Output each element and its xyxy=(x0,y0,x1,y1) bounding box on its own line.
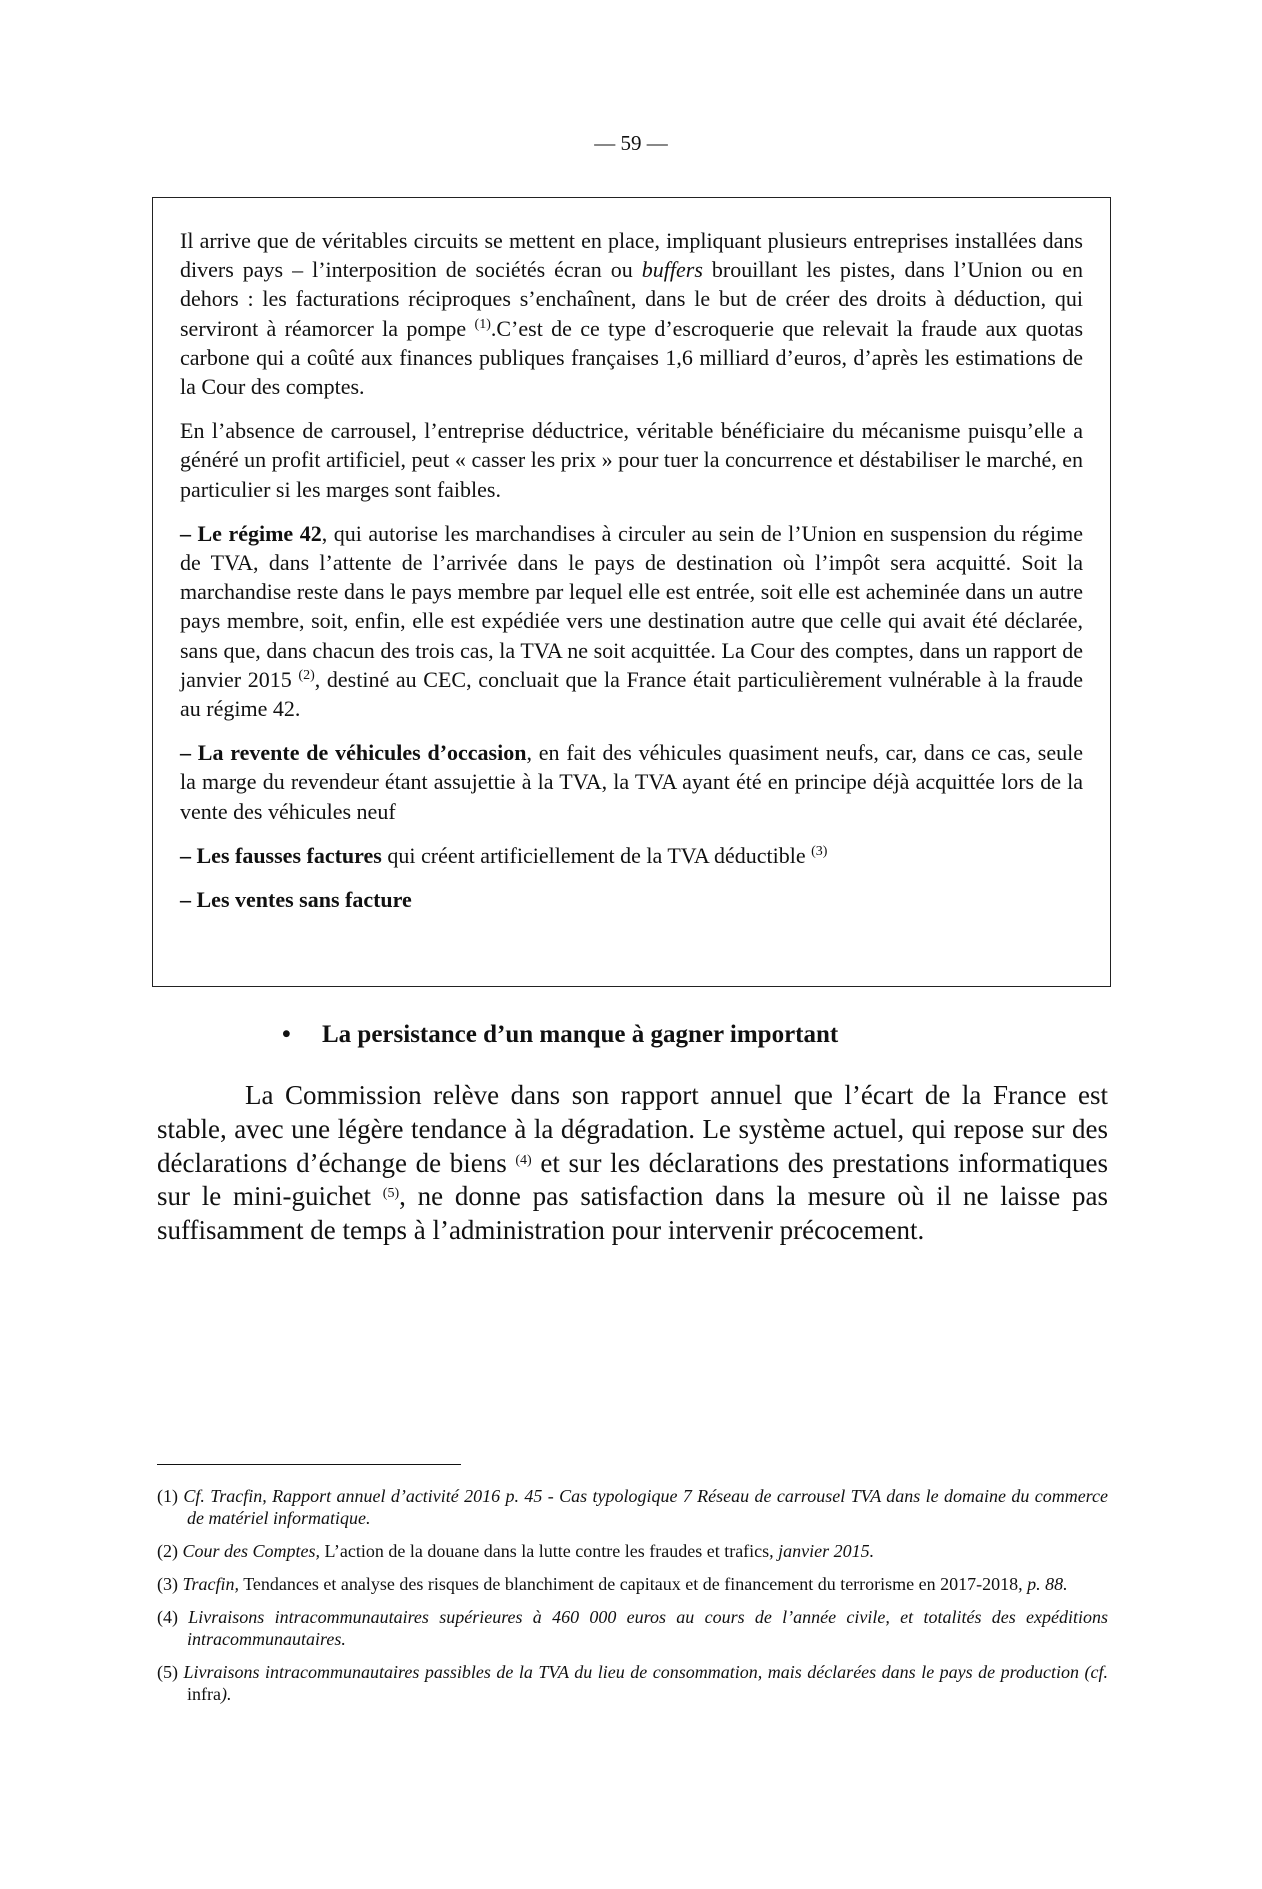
footnote-ref: (3) xyxy=(811,843,828,859)
footnote-text: , p. 88. xyxy=(1018,1574,1068,1594)
text-run: et sur les déclarations des prestations informatiques sur le mini-guichet xyxy=(157,1147,1109,1212)
footnote-2 xyxy=(157,1540,1108,1562)
footnote-text: Tracfin, xyxy=(182,1574,240,1594)
text-run: , en fait des véhicules quasiment neufs, car, dans ce cas, seule la marge du revendeur étant assujettie à la TVA, la TVA ayant été en principe déjà acquittée lors de la vente des véhicules neuf xyxy=(180,740,1083,824)
footnote-text: infra xyxy=(187,1684,221,1704)
italic-term: buffers xyxy=(641,257,703,283)
footnote-text: Cour des Comptes, xyxy=(182,1541,321,1561)
footnote-4 xyxy=(157,1606,1108,1650)
bold-lead: – La revente de véhicules d’occasion xyxy=(180,740,527,766)
bold-lead: – Le régime 42 xyxy=(180,520,322,546)
text-run: , destiné au CEC, concluait que la France était particulièrement vulnérable à la fraude au régime 42. xyxy=(180,666,1083,722)
text-run: brouillant les pistes, dans l’Union ou en dehors : les facturations réciproques s’enchaînent, dans le but de créer des droits à déduction, qui serviront à réamorcer la pompe xyxy=(180,257,1083,341)
box-paragraph-2: En l’absence de carrousel, l’entreprise déductrice, véritable bénéficiaire du mécanisme puisqu’elle a généré un profit artificiel, peut « casser les prix » pour tuer la concurrence et déstabiliser le marché, en particulier si les marges sont faibles. xyxy=(180,418,1083,502)
box-paragraph-5 xyxy=(180,841,1083,870)
page-number: — 59 — xyxy=(594,131,668,155)
footnote-ref: (1) xyxy=(474,316,491,332)
footnote-text: , janvier 2015. xyxy=(769,1541,875,1561)
box-paragraph-1 xyxy=(180,226,1083,401)
boxed-text xyxy=(152,197,1111,987)
body-paragraph xyxy=(157,1079,1108,1248)
footnote-number: (5) xyxy=(157,1662,184,1682)
text-run: , ne donne pas satisfaction dans la mesure où il ne laisse pas suffisamment de temps à l’administration pour intervenir précocement. xyxy=(157,1181,1108,1246)
footnote-number: (1) xyxy=(157,1486,184,1506)
bold-lead: – Les fausses factures xyxy=(180,842,382,868)
text-run: qui créent artificiellement de la TVA déductible xyxy=(381,842,812,868)
bullet-icon: • xyxy=(282,1021,291,1048)
footnote-ref: (4) xyxy=(515,1152,532,1168)
heading-text: La persistance d’un manque à gagner important xyxy=(322,1021,839,1048)
footnote-text: Livraisons intracommunautaires passibles de la TVA du lieu de consommation, mais déclarées dans le pays de production (cf. xyxy=(183,1662,1108,1682)
footnote-text: Cf. Tracfin, Rapport annuel d’activité 2016 p. 45 - Cas typologique 7 Réseau de carrousel TVA dans le domaine du commerce de matériel informatique. xyxy=(183,1486,1108,1528)
footnote-number: (4) xyxy=(157,1607,189,1627)
footnote-5 xyxy=(157,1661,1108,1705)
footnote-number: (2) xyxy=(157,1541,183,1561)
text-run: La Commission relève dans son rapport annuel que l’écart de la France est stable, avec une légère tendance à la dégradation. Le système actuel, qui repose sur des déclarations d’échange de biens xyxy=(157,1080,1108,1178)
box-paragraph-6 xyxy=(180,885,1083,914)
box-paragraph-4 xyxy=(180,738,1083,826)
footnote-ref: (2) xyxy=(298,667,315,683)
text-run: , qui autorise les marchandises à circuler au sein de l’Union en suspension du régime de TVA, dans l’attente de l’arrivée dans le pays de destination où l’impôt sera acquitté. Soit la marchandise reste dans le pays membre par lequel elle est entrée, soit elle est acheminée dans un autre pays membre, soit, enfin, elle est expédiée vers une destination autre que celle qui avait été déclarée, sans que, dans chacun des trois cas, la TVA ne soit acquittée. La Cour des comptes, dans un rapport de janvier 2015 xyxy=(180,520,1083,692)
section-heading xyxy=(282,1021,838,1049)
text-run: Il arrive que de véritables circuits se mettent en place, impliquant plusieurs entreprises installées dans divers pays – l’interposition de sociétés écran ou xyxy=(180,228,1083,283)
footnote-1 xyxy=(157,1485,1108,1529)
text-run: .C’est de ce type d’escroquerie que relevait la fraude aux quotas carbone qui a coûté aux finances publiques françaises 1,6 milliard d’euros, d’après les estimations de la Cour des comptes. xyxy=(180,315,1084,400)
footnote-number: (3) xyxy=(157,1574,183,1594)
footnote-text: Livraisons intracommunautaires supérieures à 460 000 euros au cours de l’année civile, et totalités des expéditions intracommunautaires. xyxy=(187,1607,1108,1649)
footnote-text: Tendances et analyse des risques de blanchiment de capitaux et de financement du terrorisme en 2017-2018 xyxy=(239,1574,1019,1594)
footnote-ref: (5) xyxy=(382,1186,400,1202)
footnote-separator xyxy=(157,1464,461,1465)
footnote-text: ). xyxy=(220,1684,232,1704)
bold-lead: – Les ventes sans facture xyxy=(180,887,412,913)
box-paragraph-3 xyxy=(180,519,1083,723)
footnote-3 xyxy=(157,1573,1108,1595)
footnote-text: L’action de la douane dans la lutte contre les fraudes et trafics xyxy=(320,1541,770,1561)
footnotes xyxy=(157,1485,1108,1716)
